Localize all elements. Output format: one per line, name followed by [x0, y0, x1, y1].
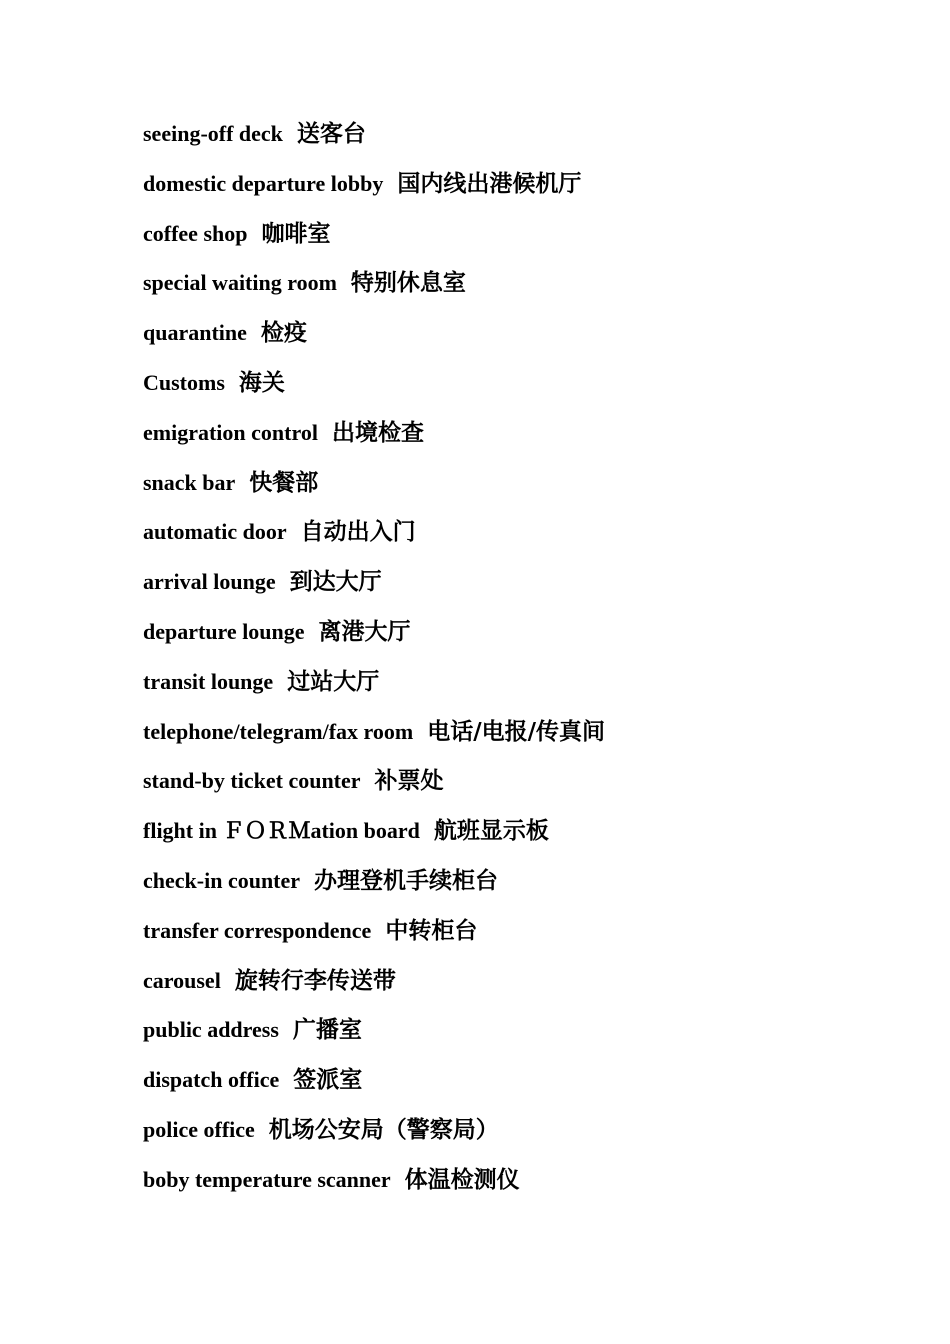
chinese-term: 过站大厅: [287, 668, 380, 695]
english-term: check-in counter: [143, 867, 301, 893]
chinese-term: 自动出入门: [300, 519, 416, 546]
english-term: domestic departure lobby: [143, 170, 384, 196]
english-term: public address: [143, 1017, 279, 1043]
vocabulary-entry: [143, 413, 605, 463]
english-term: telephone/telegram/fax room: [143, 718, 414, 744]
vocabulary-list: [143, 114, 605, 1210]
chinese-term: 机场公安局（警察局）: [268, 1116, 499, 1143]
english-term: emigration control: [143, 419, 318, 445]
chinese-term: 送客台: [296, 121, 366, 147]
chinese-term: 广播室: [292, 1017, 362, 1044]
chinese-term: 到达大厅: [289, 569, 382, 596]
chinese-term: 体温检测仪: [404, 1166, 520, 1193]
english-term: automatic door: [143, 519, 287, 545]
vocabulary-entry: [143, 612, 605, 662]
english-term: coffee shop: [143, 220, 248, 246]
english-term: stand-by ticket counter: [143, 768, 361, 794]
chinese-term: 国内线出港候机厅: [397, 170, 582, 197]
vocabulary-entry: [143, 313, 605, 363]
english-term: flight in ＦＯＲＭation board: [143, 818, 420, 844]
vocabulary-entry: [143, 1110, 605, 1160]
vocabulary-entry: [143, 1010, 605, 1060]
english-term: carousel: [143, 967, 221, 993]
chinese-term: 航班显示板: [433, 818, 549, 845]
english-term: transfer correspondence: [143, 917, 372, 943]
english-term: Customs: [143, 369, 225, 395]
chinese-term: 签派室: [293, 1067, 363, 1094]
english-term: boby temperature scanner: [143, 1166, 391, 1192]
chinese-term: 海关: [238, 369, 285, 396]
chinese-term: 中转柜台: [385, 917, 478, 944]
vocabulary-entry: [143, 712, 605, 762]
chinese-term: 咖啡室: [261, 220, 331, 247]
english-term: quarantine: [143, 320, 247, 346]
vocabulary-entry: [143, 811, 605, 861]
vocabulary-entry: [143, 114, 605, 164]
chinese-term: 旋转行李传送带: [234, 967, 396, 994]
chinese-term: 快餐部: [249, 469, 319, 496]
vocabulary-entry: [143, 562, 605, 612]
chinese-term: 补票处: [374, 768, 444, 795]
english-term: arrival lounge: [143, 569, 276, 595]
english-term: snack bar: [143, 469, 236, 495]
english-term: seeing-off deck: [143, 121, 283, 146]
chinese-term: 检疫: [260, 320, 307, 347]
english-term: police office: [143, 1116, 255, 1142]
vocabulary-entry: [143, 263, 605, 313]
vocabulary-entry: [143, 1160, 605, 1210]
chinese-term: 离港大厅: [318, 618, 411, 645]
vocabulary-entry: [143, 911, 605, 961]
vocabulary-entry: [143, 363, 605, 413]
chinese-term: 特别休息室: [350, 270, 466, 297]
english-term: dispatch office: [143, 1067, 280, 1093]
vocabulary-entry: [143, 961, 605, 1011]
vocabulary-entry: [143, 512, 605, 562]
vocabulary-entry: [143, 164, 605, 214]
english-term: special waiting room: [143, 270, 337, 296]
chinese-term: 出境检查: [331, 419, 424, 446]
vocabulary-entry: [143, 214, 605, 264]
vocabulary-entry: [143, 1060, 605, 1110]
vocabulary-entry: [143, 662, 605, 712]
english-term: transit lounge: [143, 668, 274, 694]
vocabulary-entry: [143, 861, 605, 911]
vocabulary-entry: [143, 463, 605, 513]
vocabulary-entry: [143, 761, 605, 811]
chinese-term: 电话/电报/传真间: [427, 718, 606, 745]
english-term: departure lounge: [143, 618, 305, 644]
chinese-term: 办理登机手续柜台: [314, 867, 499, 894]
